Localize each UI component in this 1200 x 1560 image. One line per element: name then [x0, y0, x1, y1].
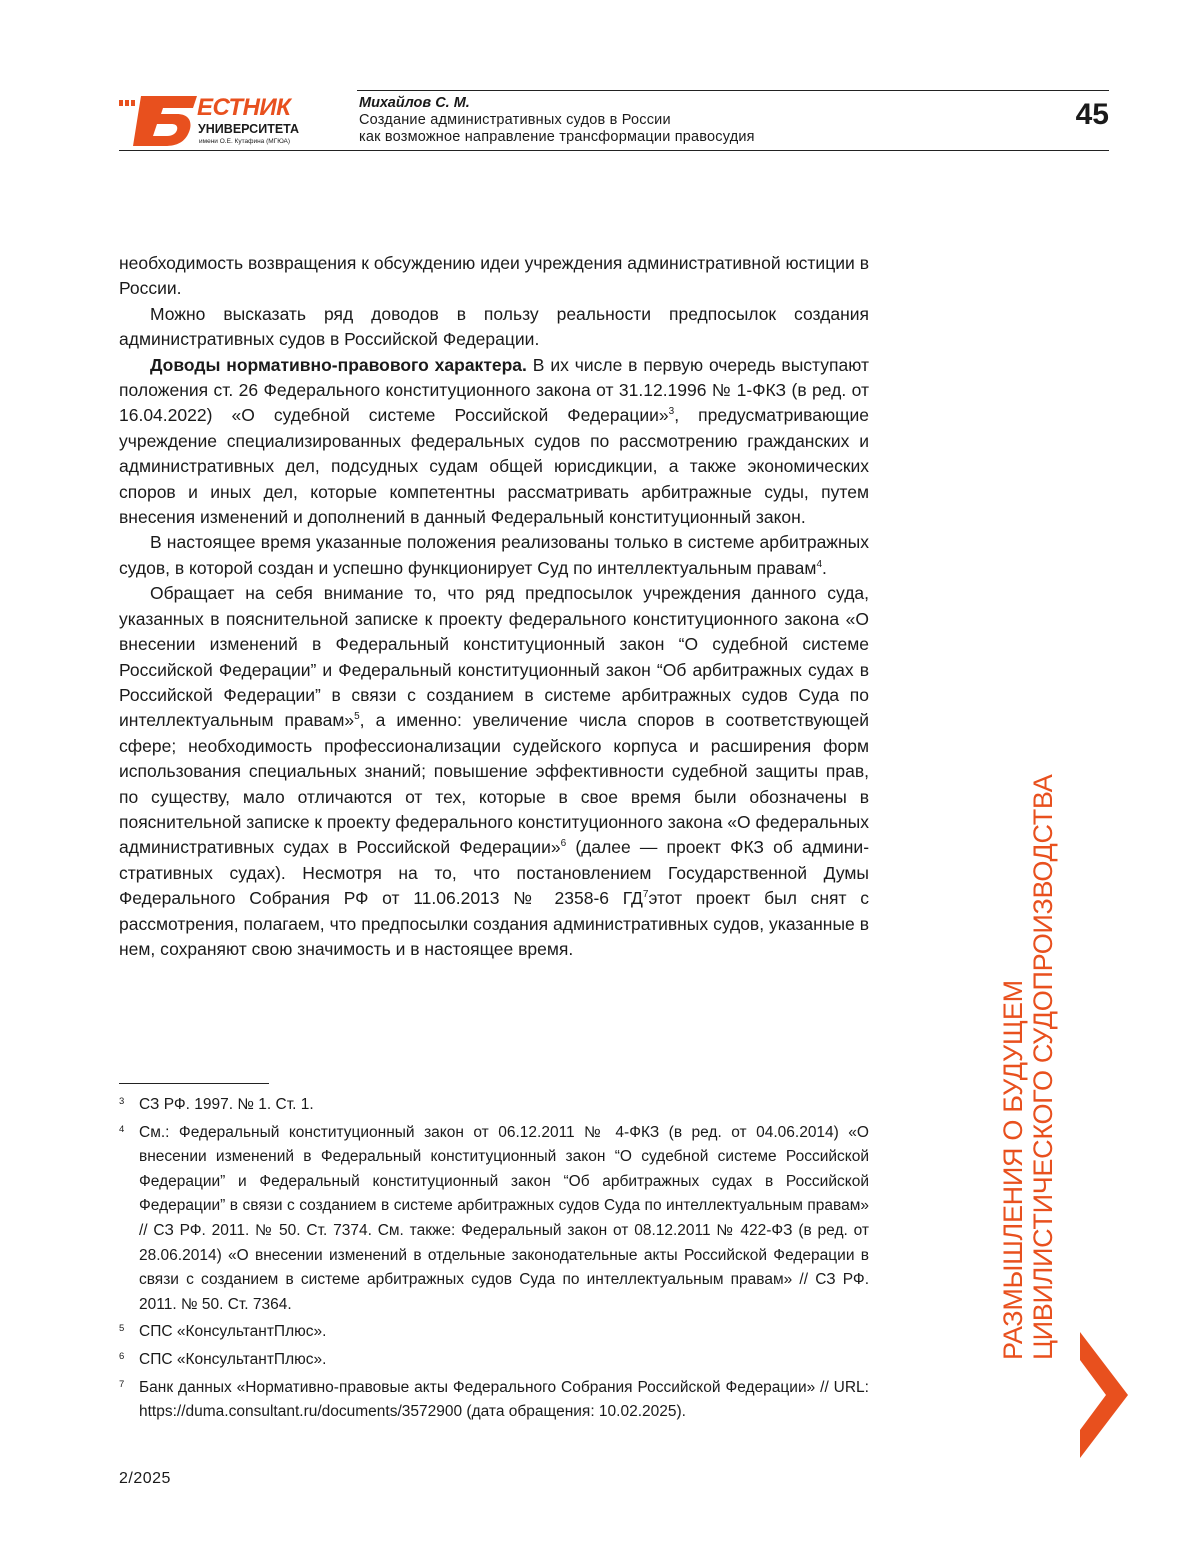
paragraph: Обращает на себя внимание то, что ряд предпосылок учреждения данного суда, указанных в пояснительной записке к проекту федерального конституци­онного закона «О внесении изменений в Федеральный конституционный закон “О судебной системе Российской Федерации” и Федеральный конституционный закон “Об арбитражных судах в Российской Федерации” в связи с созданием в системе арбитражных судов Суда по интеллектуальным правам»5, а именно: увеличение числа споров в соответствующей сфере; необходимость профессио­нализации судейского корпуса и расширения форм использования специальных знаний; повышение эффективности судебной защиты прав, по существу, мало отличаются от тех, которые в свое время были обозначены в пояснительной за­писке к проекту федерального конституционного закона «О федеральных адми­нистративных судах в Российской Федерации»6 (далее — проект ФКЗ об админи­стративных судах). Несмотря на то, что постановлением Государственной Думы Федерального Собрания РФ от 11.06.2013 № 2358-6 ГД7этот проект был снят с рассмотрения, полагаем, что предпосылки создания административных судов, указанные в нем, сохраняют свою значимость и в настоящее время.	[119, 581, 869, 962]
footnotes	[119, 1093, 869, 1428]
running-header	[119, 90, 1109, 152]
paragraph-lead-bold: Доводы нормативно-правового характера.	[150, 355, 527, 375]
logo-subtitle-small: имени О.Е. Кутафина (МГЮА)	[199, 138, 290, 145]
footnote-number: 5	[119, 1320, 124, 1338]
footnote-text: Банк данных «Нормативно-правовые акты Федерального Собрания Российской Федера­ции» // URL: https://duma.consultant.ru/documents/3572900 (дата обращения: 10.02.2025).	[139, 1379, 869, 1421]
header-article-title-line2: как возможное направление трансформации правосудия	[359, 129, 755, 145]
paragraph: необходимость возвращения к обсуждению идеи учреждения административной юстиции в России.	[119, 251, 869, 302]
page-number: 45	[1076, 98, 1109, 132]
footnote-number: 7	[119, 1376, 124, 1394]
paragraph: Можно высказать ряд доводов в пользу реальности предпосылок создания административных судов в Российской Федерации.	[119, 302, 869, 353]
issue-number: 2/2025	[119, 1470, 171, 1488]
header-rule-top	[357, 90, 1109, 91]
footnote-number: 6	[119, 1348, 124, 1366]
footnote-text: См.: Федеральный конституционный закон от 06.12.2011 № 4-ФКЗ (в ред. от 04.06.2014) «О внесении изменений в Федеральный конституционный закон “О судебной системе Российской Федерации” и Федеральный конституционный закон “Об арбитражных судах в Российской Федерации” в связи с созданием в системе арбитражных судов Суда по интеллектуальным правам» // СЗ РФ. 2011. № 50. Ст. 7374. См. также: Федеральный закон от 08.12.2011 № 422-ФЗ (в ред. от 28.06.2014) «О внесении изменений в отдель­ные законодательные акты Российской Федерации в связи с созданием в системе арби­тражных судов Суда по интеллектуальным правам» // СЗ РФ. 2011. № 50. Ст. 7364.	[139, 1124, 869, 1313]
logo-subtitle: УНИВЕРСИТЕТА	[198, 122, 299, 136]
section-rubric	[998, 1000, 1062, 1360]
rubric-line: ЦИВИЛИСТИЧЕСКОГО СУДОПРОИЗВО	[1028, 862, 1058, 1360]
header-rule-bottom	[119, 150, 1109, 151]
paragraph: В настоящее время указанные положения реализованы только в системе арбитражных судов, в которой создан и успешно функционирует Суд по интел­лектуальным правам4.	[119, 530, 869, 581]
footnote-ref[interactable]: 5	[354, 711, 360, 722]
rubric-line: РАЗМЫШЛЕНИЯ О БУДУЩЕМ	[998, 980, 1028, 1360]
footnote-ref[interactable]: 6	[561, 839, 567, 850]
footnote-text: СПС «КонсультантПлюс».	[139, 1323, 326, 1340]
footnote-number: 4	[119, 1121, 124, 1139]
article-body	[119, 251, 869, 962]
section-rubric-text	[998, 1000, 1062, 1360]
footnote	[119, 1320, 869, 1345]
footnote	[119, 1121, 869, 1318]
footnote	[119, 1348, 869, 1373]
logo-title: ЕСТНИК	[197, 94, 290, 122]
paragraph: Доводы нормативно-правового характера. В их числе в первую очередь выступают положения ст. 26 Федерального конституционного закона от 31.12.1996 № 1-ФКЗ (в ред. от 16.04.2022) «О судебной системе Российской Федерации»3, предусматривающие учреждение специализированных федеральных судов по рассмотрению гражданских и административных дел, подсудных судам общей юрисдикции, а также экономических споров и иных дел, которые компетентны рассматривать арбитражные суды, путем внесения изменений и дополнений в данный Федеральный конституционный закон.	[119, 353, 869, 531]
footnote-text: СПС «КонсультантПлюс».	[139, 1351, 326, 1368]
footnote-number: 3	[119, 1093, 124, 1111]
footnote-ref[interactable]: 7	[643, 889, 649, 900]
footnote	[119, 1376, 869, 1425]
footnote-ref[interactable]: 3	[669, 407, 675, 418]
footnote-ref[interactable]: 4	[816, 559, 822, 570]
logo-b-mark-icon	[119, 92, 199, 148]
footnote-text: СЗ РФ. 1997. № 1. Ст. 1.	[139, 1096, 314, 1113]
rubric-line: ДСТВА	[1028, 775, 1058, 862]
journal-logo	[119, 92, 319, 148]
header-article-title-line1: Создание административных судов в России	[359, 112, 671, 128]
header-author: Михайлов С. М.	[359, 95, 470, 111]
footnote-separator	[119, 1083, 269, 1084]
footnote	[119, 1093, 869, 1118]
rubric-arrow-icon	[1074, 1330, 1130, 1460]
